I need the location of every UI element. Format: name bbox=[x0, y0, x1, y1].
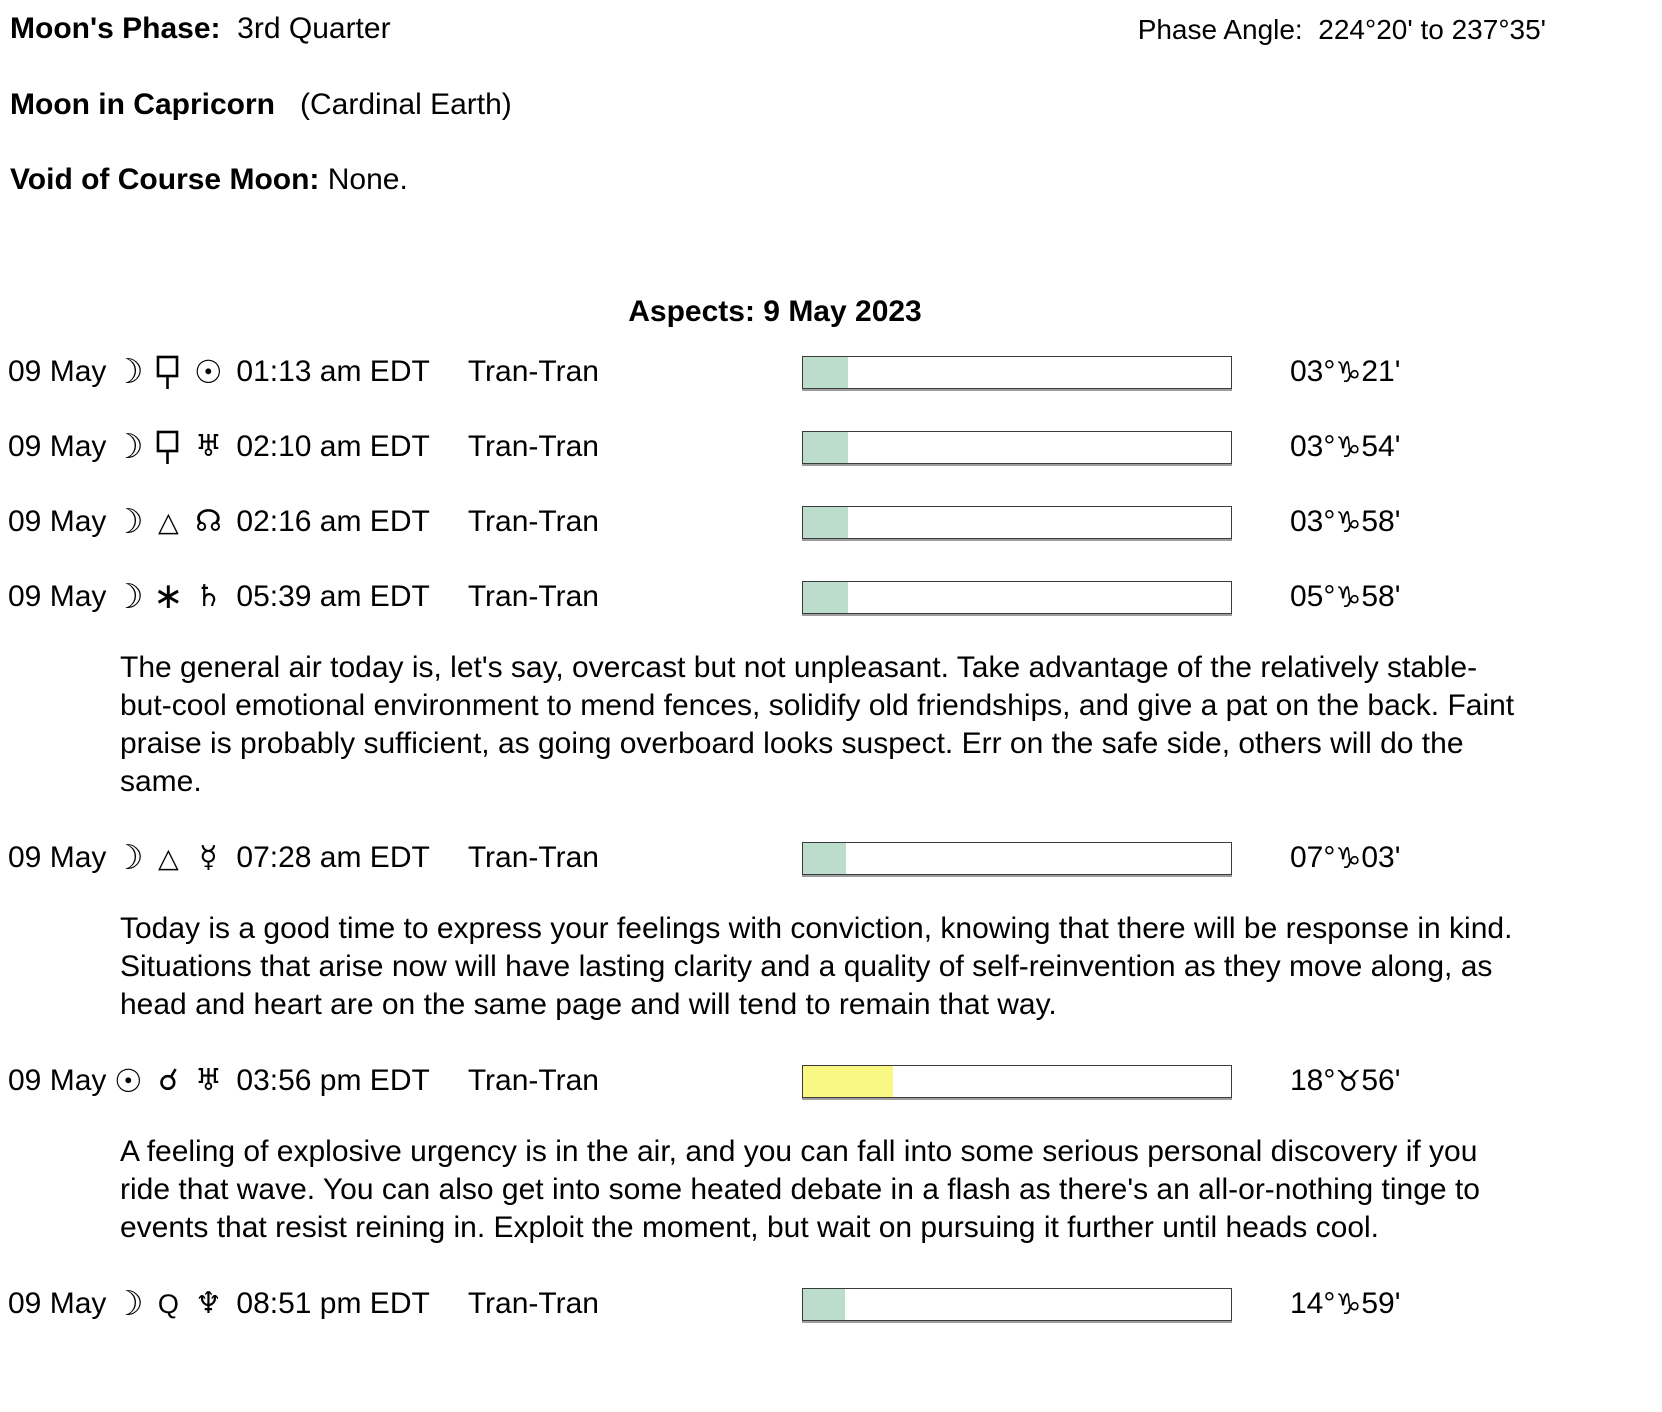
degree-value: 05° bbox=[1290, 580, 1336, 613]
conjunction-icon: ☌ bbox=[158, 1063, 179, 1098]
aspect-time: 02:10 am EDT bbox=[236, 430, 430, 463]
aspect-type: Tran-Tran bbox=[467, 505, 599, 538]
aspect-time: 08:51 pm EDT bbox=[236, 1287, 430, 1320]
moon-icon: ☽ bbox=[113, 838, 144, 878]
orb-progress-fill bbox=[803, 582, 848, 613]
degree-minutes: 54' bbox=[1361, 430, 1401, 463]
orb-progress-bar bbox=[802, 1288, 1232, 1321]
trine-icon: △ bbox=[158, 842, 179, 874]
capricorn-icon: ♑ bbox=[1335, 505, 1362, 539]
sun-icon: ☉ bbox=[114, 1062, 143, 1100]
aspect-degree bbox=[1290, 505, 1400, 539]
moon-sign-line bbox=[10, 88, 512, 122]
north-node-icon: ☊ bbox=[195, 504, 222, 539]
orb-progress-fill bbox=[803, 432, 848, 463]
aspect-degree bbox=[1290, 841, 1400, 875]
sextile-icon: ∗ bbox=[153, 576, 184, 617]
moon-sign-value: (Cardinal Earth) bbox=[300, 88, 512, 121]
aspect-type: Tran-Tran bbox=[467, 841, 599, 874]
aspects-title: Aspects: 9 May 2023 bbox=[628, 295, 922, 328]
orb-progress-fill bbox=[803, 507, 848, 538]
aspect-row bbox=[8, 835, 1654, 881]
aspect-degree bbox=[1290, 1287, 1400, 1321]
degree-minutes: 56' bbox=[1361, 1064, 1401, 1097]
orb-progress-bar bbox=[802, 1065, 1232, 1098]
uranus-icon: ♅ bbox=[194, 1063, 222, 1098]
taurus-icon: ♉ bbox=[1335, 1064, 1362, 1098]
moon-icon: ☽ bbox=[113, 502, 144, 542]
aspect-degree bbox=[1290, 355, 1400, 389]
aspect-type: Tran-Tran bbox=[467, 1287, 599, 1320]
aspect-interpretation: The general air today is, let's say, overcast but not unpleasant. Take advantage of the relatively stable-but-cool emotional environment to mend fences, solidify old friendships, and give a pat on the back. Faint praise is probably sufficient, as going overboard looks suspect. Err on the safe side, others will do the same. bbox=[120, 651, 1515, 798]
degree-value: 03° bbox=[1290, 430, 1336, 463]
phase-angle-value: 224°20' to 237°35' bbox=[1318, 14, 1546, 45]
aspect-time: 05:39 am EDT bbox=[236, 580, 430, 613]
degree-minutes: 03' bbox=[1361, 841, 1401, 874]
degree-minutes: 59' bbox=[1361, 1287, 1401, 1320]
moon-icon: ☽ bbox=[113, 1284, 144, 1324]
aspect-row bbox=[8, 349, 1654, 395]
aspect-degree bbox=[1290, 430, 1400, 464]
moon-sign-label: Moon in Capricorn bbox=[10, 88, 275, 121]
orb-progress-bar bbox=[802, 581, 1232, 614]
aspect-degree bbox=[1290, 580, 1400, 614]
degree-minutes: 58' bbox=[1361, 505, 1401, 538]
aspect-date: 09 May bbox=[8, 505, 107, 538]
orb-progress-bar bbox=[802, 431, 1232, 464]
orb-progress-bar bbox=[802, 356, 1232, 389]
phase-angle bbox=[1138, 14, 1546, 46]
aspect-row-text bbox=[8, 1284, 802, 1324]
aspect-row-text bbox=[8, 1064, 802, 1098]
aspect-row bbox=[8, 1058, 1654, 1104]
aspect-row-text bbox=[8, 502, 802, 542]
uranus-icon: ♅ bbox=[194, 429, 222, 464]
aspect-row-text bbox=[8, 838, 802, 878]
sesquiquadrate-icon bbox=[150, 427, 186, 467]
aspect-time: 02:16 am EDT bbox=[236, 505, 430, 538]
orb-progress-fill bbox=[803, 1289, 845, 1320]
moon-phase-line bbox=[10, 12, 391, 46]
aspect-type: Tran-Tran bbox=[467, 430, 599, 463]
aspect-row-text bbox=[8, 352, 802, 392]
aspect-time: 01:13 am EDT bbox=[236, 355, 430, 388]
aspect-row bbox=[8, 574, 1654, 620]
phase-angle-label: Phase Angle: bbox=[1137, 14, 1303, 45]
degree-value: 03° bbox=[1290, 505, 1336, 538]
aspect-row bbox=[8, 424, 1654, 470]
aspect-type: Tran-Tran bbox=[467, 580, 599, 613]
sun-icon: ☉ bbox=[194, 353, 223, 391]
aspect-row-text bbox=[8, 576, 802, 617]
capricorn-icon: ♑ bbox=[1335, 841, 1362, 875]
quintile-icon: Q bbox=[157, 1288, 179, 1319]
void-of-course-line bbox=[10, 163, 408, 197]
aspect-interpretation: Today is a good time to express your feelings with conviction, knowing that there will be response in kind. Situations that arise now will have lasting clarity and a quality of self-reinvention as they move along, as head and heart are on the same page and will tend to remain that way. bbox=[120, 912, 1513, 1021]
capricorn-icon: ♑ bbox=[1335, 1287, 1362, 1321]
orb-progress-fill bbox=[803, 357, 848, 388]
aspect-date: 09 May bbox=[8, 355, 107, 388]
aspect-row bbox=[8, 1281, 1654, 1327]
degree-value: 03° bbox=[1290, 355, 1336, 388]
moon-icon: ☽ bbox=[113, 577, 144, 617]
orb-progress-bar bbox=[802, 506, 1232, 539]
aspect-interpretation: A feeling of explosive urgency is in the air, and you can fall into some serious personal discovery if you ride that wave. You can also get into some heated debate in a flash as there's an all-or-nothing tinge to events that resist reining in. Exploit the moment, but wait on pursuing it further until heads cool. bbox=[120, 1135, 1480, 1244]
aspect-date: 09 May bbox=[8, 1064, 107, 1097]
moon-phase-value: 3rd Quarter bbox=[237, 12, 391, 45]
moon-phase-label: Moon's Phase: bbox=[10, 12, 221, 45]
trine-icon: △ bbox=[158, 506, 179, 538]
moon-icon: ☽ bbox=[113, 427, 144, 467]
capricorn-icon: ♑ bbox=[1335, 430, 1362, 464]
moon-icon: ☽ bbox=[113, 352, 144, 392]
aspect-date: 09 May bbox=[8, 430, 107, 463]
aspect-time: 07:28 am EDT bbox=[236, 841, 430, 874]
degree-value: 07° bbox=[1290, 841, 1336, 874]
capricorn-icon: ♑ bbox=[1335, 355, 1362, 389]
aspects-list bbox=[8, 349, 1654, 1356]
aspect-date: 09 May bbox=[8, 580, 107, 613]
degree-minutes: 58' bbox=[1361, 580, 1401, 613]
aspect-type: Tran-Tran bbox=[467, 1064, 599, 1097]
capricorn-icon: ♑ bbox=[1335, 580, 1362, 614]
orb-progress-fill bbox=[803, 1066, 893, 1097]
void-of-course-label: Void of Course Moon: bbox=[10, 163, 320, 196]
mercury-icon: ☿ bbox=[199, 840, 218, 875]
void-of-course-value: None. bbox=[327, 163, 408, 196]
degree-minutes: 21' bbox=[1361, 355, 1401, 388]
orb-progress-fill bbox=[803, 843, 846, 874]
saturn-icon: ♄ bbox=[194, 579, 222, 614]
aspect-type: Tran-Tran bbox=[467, 355, 599, 388]
aspect-degree bbox=[1290, 1064, 1400, 1098]
sesquiquadrate-icon bbox=[150, 352, 186, 392]
neptune-icon: ♆ bbox=[194, 1286, 222, 1321]
aspect-row-text bbox=[8, 427, 802, 467]
aspect-time: 03:56 pm EDT bbox=[236, 1064, 430, 1097]
aspect-row bbox=[8, 499, 1654, 545]
orb-progress-bar bbox=[802, 842, 1232, 875]
aspect-date: 09 May bbox=[8, 841, 107, 874]
degree-value: 14° bbox=[1290, 1287, 1336, 1320]
degree-value: 18° bbox=[1290, 1064, 1336, 1097]
aspect-date: 09 May bbox=[8, 1287, 107, 1320]
